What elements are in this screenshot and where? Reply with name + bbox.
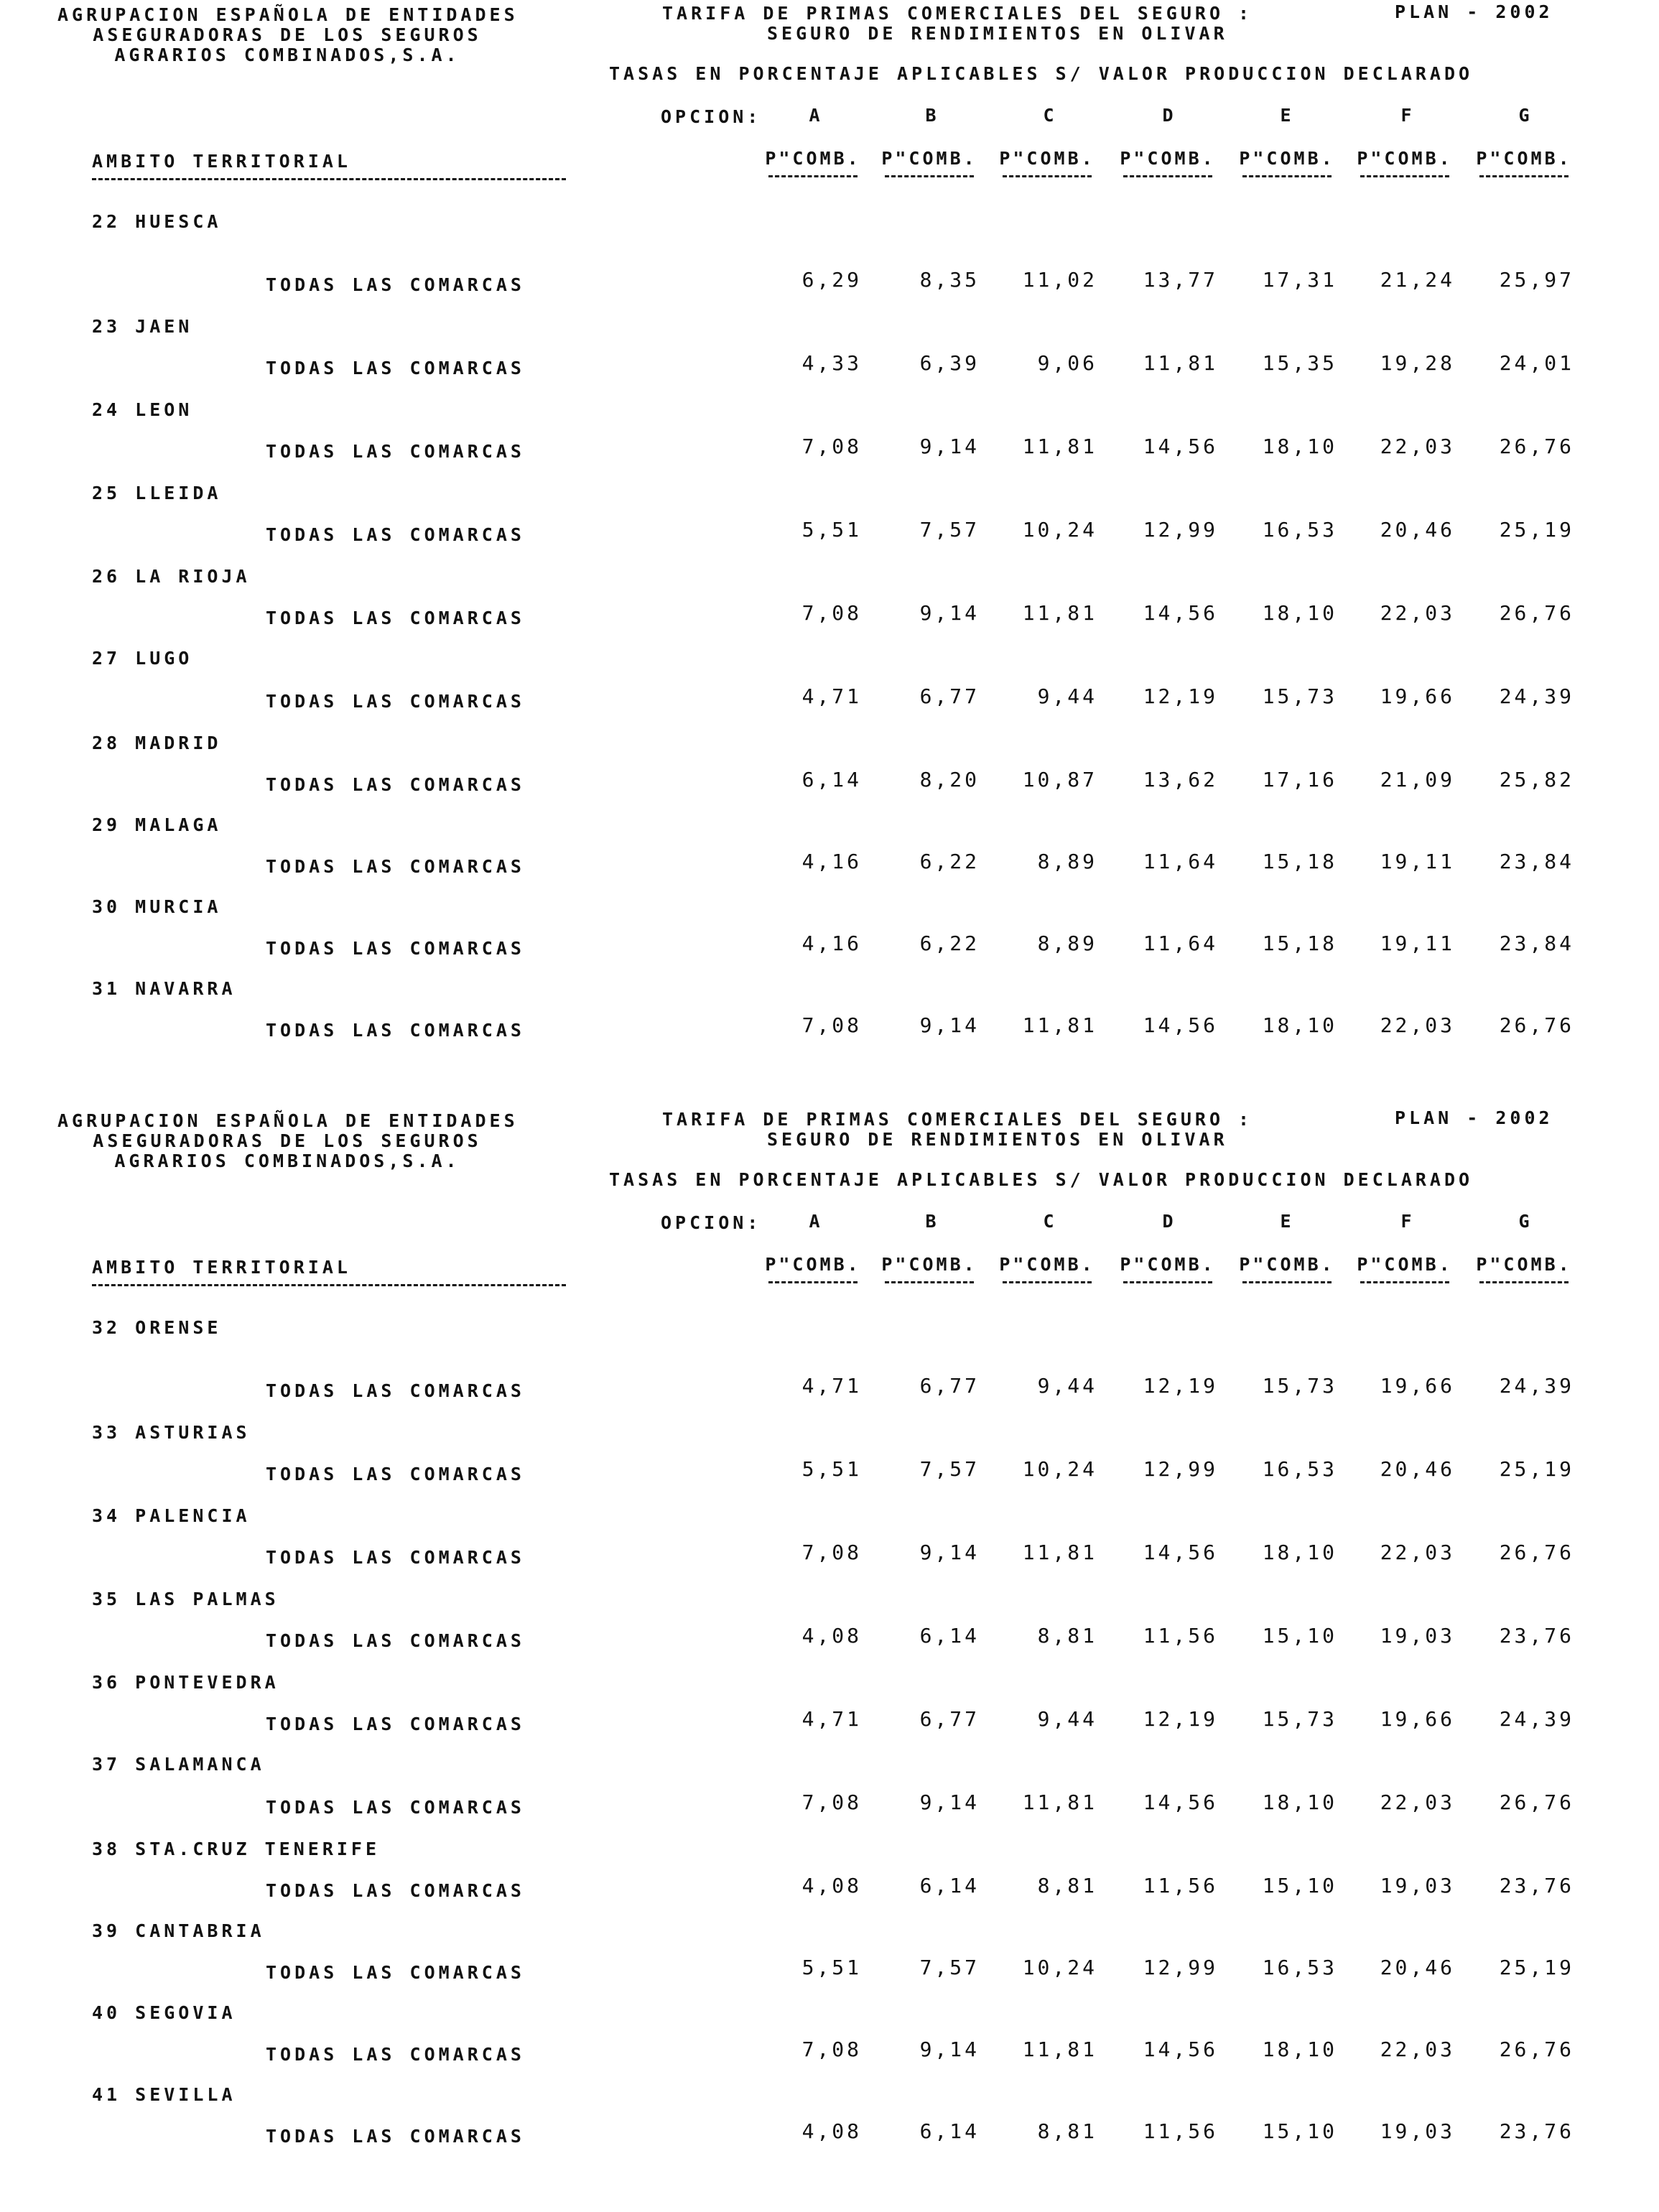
rate-cell-e: 15,10 [1262, 2119, 1337, 2143]
rate-cell-c: 11,81 [1022, 2037, 1097, 2061]
rate-cell-g: 23,84 [1499, 850, 1574, 873]
rate-cell-a: 6,29 [801, 268, 862, 292]
rate-cell-a: 4,08 [801, 1874, 862, 1897]
ambito-rule [92, 1284, 566, 1286]
rate-cell-e: 15,73 [1262, 684, 1337, 708]
column-rule [1479, 1281, 1569, 1283]
rate-cell-f: 20,46 [1380, 1457, 1455, 1481]
rate-cell-b: 8,35 [919, 268, 980, 292]
tariff-title: TARIFA DE PRIMAS COMERCIALES DEL SEGURO : [662, 1109, 1253, 1130]
rate-cell-b: 6,22 [919, 850, 980, 873]
option-label: OPCION: [661, 1212, 762, 1233]
rate-cell-d: 12,99 [1143, 518, 1218, 542]
province-label: 23 JAEN [92, 316, 193, 337]
rate-cell-f: 22,03 [1380, 2037, 1455, 2061]
province-label: 29 MALAGA [92, 814, 222, 835]
province-label: 39 CANTABRIA [92, 1920, 265, 1941]
rate-cell-a: 4,16 [801, 850, 862, 873]
comarca-label: TODAS LAS COMARCAS [266, 1547, 525, 1568]
rate-cell-e: 15,10 [1262, 1874, 1337, 1897]
province-label: 36 PONTEVEDRA [92, 1672, 279, 1693]
rate-cell-g: 23,84 [1499, 931, 1574, 955]
column-header-a: P"COMB. [765, 1254, 861, 1275]
rate-cell-d: 11,56 [1143, 2119, 1218, 2143]
rate-cell-b: 9,14 [919, 601, 980, 625]
column-header-f: P"COMB. [1357, 148, 1453, 169]
rate-cell-g: 26,76 [1499, 1540, 1574, 1564]
comarca-label: TODAS LAS COMARCAS [266, 608, 525, 628]
rate-cell-f: 22,03 [1380, 601, 1455, 625]
rate-cell-a: 5,51 [801, 1457, 862, 1481]
org-line-3: AGRARIOS COMBINADOS,S.A. [114, 1151, 460, 1171]
insurance-name: SEGURO DE RENDIMIENTOS EN OLIVAR [767, 1129, 1228, 1150]
column-rule [1360, 175, 1449, 177]
province-label: 35 LAS PALMAS [92, 1589, 279, 1609]
province-label: 32 ORENSE [92, 1317, 222, 1338]
column-rule [1123, 175, 1212, 177]
rate-cell-b: 7,57 [919, 518, 980, 542]
rate-cell-e: 18,10 [1262, 1790, 1337, 1814]
rate-cell-d: 13,77 [1143, 268, 1218, 292]
rate-cell-c: 10,24 [1022, 1956, 1097, 1979]
column-header-e: P"COMB. [1239, 1254, 1335, 1275]
rate-cell-a: 7,08 [801, 601, 862, 625]
rate-cell-a: 4,16 [801, 931, 862, 955]
column-rule [1479, 175, 1569, 177]
rate-cell-a: 4,08 [801, 2119, 862, 2143]
comarca-label: TODAS LAS COMARCAS [266, 524, 525, 545]
column-header-f: P"COMB. [1357, 1254, 1453, 1275]
rate-cell-d: 14,56 [1143, 601, 1218, 625]
column-rule [768, 175, 858, 177]
rate-cell-g: 26,76 [1499, 1790, 1574, 1814]
column-header-c: P"COMB. [999, 1254, 1095, 1275]
comarca-label: TODAS LAS COMARCAS [266, 691, 525, 712]
rate-cell-a: 7,08 [801, 1013, 862, 1037]
rate-cell-g: 23,76 [1499, 1624, 1574, 1648]
rate-cell-e: 18,10 [1262, 1540, 1337, 1564]
rate-cell-a: 4,71 [801, 684, 862, 708]
rates-subtitle: TASAS EN PORCENTAJE APLICABLES S/ VALOR PRODUCCION DECLARADO [609, 63, 1474, 84]
column-rule [768, 1281, 858, 1283]
plan-label: PLAN - 2002 [1395, 1107, 1553, 1128]
rate-cell-d: 14,56 [1143, 434, 1218, 458]
rate-cell-f: 20,46 [1380, 1956, 1455, 1979]
ambito-header: AMBITO TERRITORIAL [92, 1257, 351, 1278]
rate-cell-b: 9,14 [919, 434, 980, 458]
comarca-label: TODAS LAS COMARCAS [266, 2126, 525, 2147]
rate-cell-f: 21,24 [1380, 268, 1455, 292]
rate-cell-d: 12,19 [1143, 684, 1218, 708]
comarca-label: TODAS LAS COMARCAS [266, 1380, 525, 1401]
rates-subtitle: TASAS EN PORCENTAJE APLICABLES S/ VALOR PRODUCCION DECLARADO [609, 1169, 1474, 1190]
province-label: 24 LEON [92, 399, 193, 420]
comarca-label: TODAS LAS COMARCAS [266, 1797, 525, 1818]
rate-cell-g: 25,82 [1499, 768, 1574, 791]
option-d: D [1162, 1211, 1176, 1232]
rate-cell-e: 18,10 [1262, 434, 1337, 458]
rate-cell-c: 9,44 [1037, 1374, 1097, 1398]
plan-label: PLAN - 2002 [1395, 1, 1553, 22]
rate-cell-c: 10,87 [1022, 768, 1097, 791]
province-label: 28 MADRID [92, 733, 222, 753]
column-header-b: P"COMB. [881, 148, 977, 169]
option-c: C [1043, 1211, 1057, 1232]
rate-cell-b: 6,39 [919, 351, 980, 375]
option-a: A [809, 1211, 823, 1232]
rate-cell-a: 7,08 [801, 2037, 862, 2061]
rate-cell-a: 4,71 [801, 1374, 862, 1398]
column-header-g: P"COMB. [1476, 148, 1572, 169]
org-line-2: ASEGURADORAS DE LOS SEGUROS [93, 1130, 482, 1151]
rate-cell-a: 7,08 [801, 1540, 862, 1564]
tariff-page [0, 1106, 1659, 2212]
org-line-1: AGRUPACION ESPAÑOLA DE ENTIDADES [57, 4, 519, 25]
rate-cell-g: 26,76 [1499, 2037, 1574, 2061]
rate-cell-a: 7,08 [801, 1790, 862, 1814]
rate-cell-e: 18,10 [1262, 2037, 1337, 2061]
rate-cell-c: 10,24 [1022, 518, 1097, 542]
rate-cell-c: 11,02 [1022, 268, 1097, 292]
rate-cell-c: 9,06 [1037, 351, 1097, 375]
rate-cell-f: 19,11 [1380, 850, 1455, 873]
province-label: 26 LA RIOJA [92, 566, 251, 587]
column-header-d: P"COMB. [1120, 1254, 1216, 1275]
rate-cell-g: 25,19 [1499, 1956, 1574, 1979]
org-line-3: AGRARIOS COMBINADOS,S.A. [114, 45, 460, 65]
column-header-b: P"COMB. [881, 1254, 977, 1275]
rate-cell-b: 6,14 [919, 1624, 980, 1648]
rate-cell-d: 12,19 [1143, 1707, 1218, 1731]
rate-cell-b: 9,14 [919, 2037, 980, 2061]
rate-cell-d: 14,56 [1143, 2037, 1218, 2061]
rate-cell-f: 19,28 [1380, 351, 1455, 375]
rate-cell-e: 15,73 [1262, 1374, 1337, 1398]
rate-cell-e: 16,53 [1262, 1457, 1337, 1481]
ambito-header: AMBITO TERRITORIAL [92, 151, 351, 172]
rate-cell-b: 8,20 [919, 768, 980, 791]
rate-cell-c: 10,24 [1022, 1457, 1097, 1481]
rate-cell-c: 8,81 [1037, 1624, 1097, 1648]
rate-cell-e: 15,35 [1262, 351, 1337, 375]
rate-cell-e: 16,53 [1262, 518, 1337, 542]
rate-cell-f: 21,09 [1380, 768, 1455, 791]
rate-cell-a: 7,08 [801, 434, 862, 458]
ambito-rule [92, 178, 566, 180]
rate-cell-e: 15,10 [1262, 1624, 1337, 1648]
column-header-d: P"COMB. [1120, 148, 1216, 169]
province-label: 33 ASTURIAS [92, 1422, 251, 1443]
column-rule [1003, 1281, 1092, 1283]
rate-cell-a: 6,14 [801, 768, 862, 791]
rate-cell-e: 18,10 [1262, 601, 1337, 625]
rate-cell-a: 4,71 [801, 1707, 862, 1731]
rate-cell-b: 6,77 [919, 684, 980, 708]
option-a: A [809, 105, 823, 126]
rate-cell-c: 9,44 [1037, 684, 1097, 708]
rate-cell-e: 17,31 [1262, 268, 1337, 292]
comarca-label: TODAS LAS COMARCAS [266, 1464, 525, 1484]
province-label: 37 SALAMANCA [92, 1754, 265, 1775]
rate-cell-d: 12,19 [1143, 1374, 1218, 1398]
rate-cell-f: 22,03 [1380, 1540, 1455, 1564]
rate-cell-b: 6,22 [919, 931, 980, 955]
comarca-label: TODAS LAS COMARCAS [266, 2044, 525, 2065]
rate-cell-g: 25,19 [1499, 518, 1574, 542]
insurance-name: SEGURO DE RENDIMIENTOS EN OLIVAR [767, 23, 1228, 44]
column-rule [885, 1281, 974, 1283]
rate-cell-f: 22,03 [1380, 434, 1455, 458]
rate-cell-d: 11,56 [1143, 1874, 1218, 1897]
column-rule [1003, 175, 1092, 177]
comarca-label: TODAS LAS COMARCAS [266, 774, 525, 795]
comarca-label: TODAS LAS COMARCAS [266, 1962, 525, 1983]
rate-cell-f: 19,66 [1380, 1374, 1455, 1398]
column-rule [885, 175, 974, 177]
province-label: 40 SEGOVIA [92, 2002, 236, 2023]
rate-cell-d: 11,64 [1143, 931, 1218, 955]
rate-cell-d: 13,62 [1143, 768, 1218, 791]
rate-cell-e: 17,16 [1262, 768, 1337, 791]
rate-cell-g: 25,19 [1499, 1457, 1574, 1481]
rate-cell-e: 16,53 [1262, 1956, 1337, 1979]
rate-cell-b: 7,57 [919, 1956, 980, 1979]
rate-cell-g: 24,39 [1499, 684, 1574, 708]
province-label: 25 LLEIDA [92, 483, 222, 503]
option-e: E [1280, 1211, 1294, 1232]
rate-cell-a: 4,33 [801, 351, 862, 375]
option-b: B [925, 105, 939, 126]
rate-cell-e: 15,18 [1262, 850, 1337, 873]
rate-cell-a: 5,51 [801, 1956, 862, 1979]
rate-cell-d: 14,56 [1143, 1013, 1218, 1037]
rate-cell-b: 9,14 [919, 1540, 980, 1564]
rate-cell-e: 15,73 [1262, 1707, 1337, 1731]
comarca-label: TODAS LAS COMARCAS [266, 856, 525, 877]
province-label: 41 SEVILLA [92, 2084, 236, 2105]
rate-cell-a: 5,51 [801, 518, 862, 542]
comarca-label: TODAS LAS COMARCAS [266, 1714, 525, 1734]
comarca-label: TODAS LAS COMARCAS [266, 274, 525, 295]
option-d: D [1162, 105, 1176, 126]
rate-cell-b: 9,14 [919, 1013, 980, 1037]
rate-cell-d: 12,99 [1143, 1457, 1218, 1481]
rate-cell-f: 19,03 [1380, 2119, 1455, 2143]
comarca-label: TODAS LAS COMARCAS [266, 1020, 525, 1041]
rate-cell-c: 8,89 [1037, 850, 1097, 873]
comarca-label: TODAS LAS COMARCAS [266, 358, 525, 378]
rate-cell-g: 24,39 [1499, 1374, 1574, 1398]
rate-cell-b: 7,57 [919, 1457, 980, 1481]
rate-cell-g: 24,39 [1499, 1707, 1574, 1731]
option-label: OPCION: [661, 106, 762, 127]
rate-cell-b: 6,77 [919, 1374, 980, 1398]
rate-cell-c: 11,81 [1022, 434, 1097, 458]
option-g: G [1518, 105, 1533, 126]
comarca-label: TODAS LAS COMARCAS [266, 1880, 525, 1901]
province-label: 38 STA.CRUZ TENERIFE [92, 1839, 381, 1859]
rate-cell-c: 8,81 [1037, 1874, 1097, 1897]
rate-cell-g: 26,76 [1499, 434, 1574, 458]
rate-cell-d: 12,99 [1143, 1956, 1218, 1979]
option-f: F [1400, 1211, 1415, 1232]
rate-cell-f: 19,66 [1380, 684, 1455, 708]
option-e: E [1280, 105, 1294, 126]
tariff-title: TARIFA DE PRIMAS COMERCIALES DEL SEGURO : [662, 3, 1253, 24]
rate-cell-e: 18,10 [1262, 1013, 1337, 1037]
option-c: C [1043, 105, 1057, 126]
rate-cell-b: 6,14 [919, 1874, 980, 1897]
column-rule [1242, 175, 1332, 177]
rate-cell-e: 15,18 [1262, 931, 1337, 955]
rate-cell-f: 19,66 [1380, 1707, 1455, 1731]
comarca-label: TODAS LAS COMARCAS [266, 441, 525, 462]
rate-cell-g: 23,76 [1499, 2119, 1574, 2143]
rate-cell-c: 11,81 [1022, 601, 1097, 625]
province-label: 27 LUGO [92, 648, 193, 669]
column-header-g: P"COMB. [1476, 1254, 1572, 1275]
rate-cell-f: 19,11 [1380, 931, 1455, 955]
rate-cell-d: 11,81 [1143, 351, 1218, 375]
province-label: 22 HUESCA [92, 211, 222, 232]
rate-cell-g: 26,76 [1499, 1013, 1574, 1037]
rate-cell-g: 23,76 [1499, 1874, 1574, 1897]
rate-cell-f: 22,03 [1380, 1790, 1455, 1814]
rate-cell-d: 11,64 [1143, 850, 1218, 873]
rate-cell-c: 8,89 [1037, 931, 1097, 955]
rate-cell-b: 6,77 [919, 1707, 980, 1731]
column-header-a: P"COMB. [765, 148, 861, 169]
rate-cell-c: 11,81 [1022, 1790, 1097, 1814]
comarca-label: TODAS LAS COMARCAS [266, 938, 525, 959]
province-label: 34 PALENCIA [92, 1505, 251, 1526]
org-line-1: AGRUPACION ESPAÑOLA DE ENTIDADES [57, 1110, 519, 1131]
rate-cell-c: 11,81 [1022, 1540, 1097, 1564]
rate-cell-d: 14,56 [1143, 1540, 1218, 1564]
rate-cell-f: 20,46 [1380, 518, 1455, 542]
province-label: 30 MURCIA [92, 896, 222, 917]
rate-cell-f: 22,03 [1380, 1013, 1455, 1037]
column-rule [1360, 1281, 1449, 1283]
comarca-label: TODAS LAS COMARCAS [266, 1630, 525, 1651]
rate-cell-f: 19,03 [1380, 1624, 1455, 1648]
rate-cell-c: 9,44 [1037, 1707, 1097, 1731]
rate-cell-g: 25,97 [1499, 268, 1574, 292]
column-header-c: P"COMB. [999, 148, 1095, 169]
rate-cell-c: 8,81 [1037, 2119, 1097, 2143]
column-rule [1242, 1281, 1332, 1283]
column-header-e: P"COMB. [1239, 148, 1335, 169]
rate-cell-d: 14,56 [1143, 1790, 1218, 1814]
option-g: G [1518, 1211, 1533, 1232]
rate-cell-a: 4,08 [801, 1624, 862, 1648]
province-label: 31 NAVARRA [92, 978, 236, 999]
org-line-2: ASEGURADORAS DE LOS SEGUROS [93, 24, 482, 45]
rate-cell-d: 11,56 [1143, 1624, 1218, 1648]
column-rule [1123, 1281, 1212, 1283]
rate-cell-g: 24,01 [1499, 351, 1574, 375]
option-f: F [1400, 105, 1415, 126]
rate-cell-f: 19,03 [1380, 1874, 1455, 1897]
rate-cell-b: 6,14 [919, 2119, 980, 2143]
rate-cell-b: 9,14 [919, 1790, 980, 1814]
option-b: B [925, 1211, 939, 1232]
rate-cell-g: 26,76 [1499, 601, 1574, 625]
rate-cell-c: 11,81 [1022, 1013, 1097, 1037]
